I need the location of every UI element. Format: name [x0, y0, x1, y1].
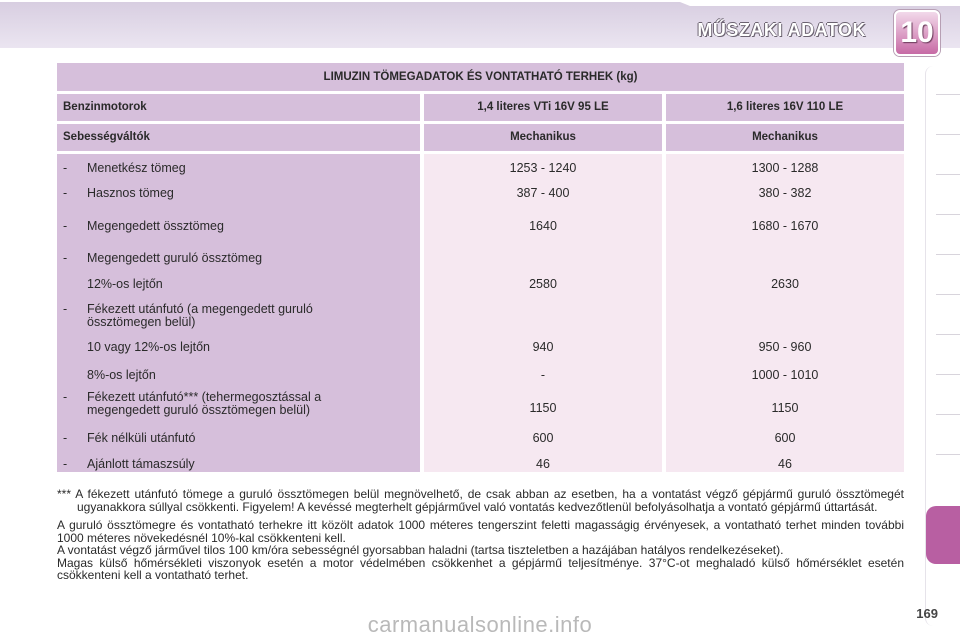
- label-column: [57, 154, 420, 472]
- table-row-label: - Fékezett utánfutó*** (tehermegosztással a megengedett guruló össztömegen belül): [63, 390, 322, 417]
- header-label: Sebességváltók: [57, 124, 420, 151]
- table-row-label: - Fékezett utánfutó (a megengedett guruló össztömegen belül): [63, 302, 313, 329]
- weights-table: [57, 63, 904, 472]
- footnote: *** A fékezett utánfutó tömege a guruló össztömegen belül megnövelhető, de csak abban az esetben, ha a vontatást végző gépjármű guruló össztömegét ugyanakkora súllyal csökkenti. Figyelem! A kevéssé megterhelt gépjárművel való vontatás kedvezőtlenül befolyásolhatja a vontató gépjármű úttartását.: [57, 487, 904, 514]
- table-row-label: 10 vagy 12%-os lejtőn: [87, 340, 210, 354]
- table-cell: 1300 - 1288: [751, 161, 819, 175]
- table-row-label: - Megengedett guruló össztömeg: [63, 251, 263, 265]
- tab-divider: [936, 334, 960, 335]
- tab-divider: [936, 174, 960, 175]
- tab-divider: [936, 254, 960, 255]
- header-gearbox-2: Mechanikus: [666, 124, 904, 151]
- watermark: carmanualsonline.info: [367, 612, 593, 637]
- table-cell: 950 - 960: [758, 340, 812, 354]
- note-paragraph: Magas külső hőmérsékleti viszonyok esetén a motor védelmében csökkenhet a gépjármű teljesítménye. 37°C-ot meghaladó külső hőmérséklet esetén csökkenteni kell a vontatható terhet.: [57, 555, 904, 582]
- table-cell: 1680 - 1670: [751, 219, 819, 233]
- tab-divider: [936, 94, 960, 95]
- table-cell: 380 - 382: [758, 186, 812, 200]
- chapter-tab-active[interactable]: [926, 506, 960, 564]
- table-cell: 1253 - 1240: [509, 161, 577, 175]
- table-cell: 2630: [771, 277, 799, 291]
- engine-1-column: [424, 154, 662, 472]
- table-cell: 940: [532, 340, 554, 354]
- table-header-gearbox: [57, 124, 904, 151]
- table-row-label: - Fék nélküli utánfutó: [63, 431, 196, 445]
- table-row-label: 12%-os lejtőn: [87, 277, 163, 291]
- chapter-tabs: [926, 66, 960, 626]
- table-cell: 600: [774, 431, 796, 445]
- table-row-label: - Ajánlott támaszsúly: [63, 457, 195, 471]
- table-cell: 2580: [529, 277, 557, 291]
- table-title: LIMUZIN TÖMEGADATOK ÉS VONTATHATÓ TERHEK (kg): [57, 63, 904, 91]
- header-gearbox-1: Mechanikus: [424, 124, 662, 151]
- table-cell: 46: [536, 457, 550, 471]
- table-cell: 387 - 400: [516, 186, 570, 200]
- table-cell: 1640: [529, 219, 557, 233]
- tab-divider: [936, 454, 960, 455]
- page-title: MŰSZAKI ADATOK: [697, 20, 866, 40]
- note-paragraph: A vontatást végző járművel tilos 100 km/óra sebességnél gyorsabban haladni (tartsa tiszteletben a hazájában hatályos rendelkezéseket).: [57, 543, 784, 557]
- tab-divider: [936, 374, 960, 375]
- notes: [57, 488, 904, 582]
- table-body: [57, 154, 904, 472]
- tab-divider: [936, 294, 960, 295]
- table-cell: 600: [532, 431, 554, 445]
- table-header-engines: [57, 94, 904, 121]
- table-cell: 46: [778, 457, 792, 471]
- tab-divider: [936, 134, 960, 135]
- table-cell: 1000 - 1010: [751, 368, 819, 382]
- header-engine-1: 1,4 literes VTi 16V 95 LE: [424, 94, 662, 121]
- page-number: 169: [916, 606, 938, 621]
- table-row-label: - Menetkész tömeg: [63, 161, 186, 175]
- table-row-label: - Hasznos tömeg: [63, 186, 174, 200]
- table-row-label: 8%-os lejtőn: [87, 368, 156, 382]
- table-row-label: - Megengedett össztömeg: [63, 219, 224, 233]
- chapter-badge: 10: [894, 10, 940, 56]
- engine-2-column: [666, 154, 904, 472]
- tab-divider: [936, 214, 960, 215]
- note-paragraph: A guruló össztömegre és vontatható terhekre itt közölt adatok 1000 méteres tengerszint feletti magasságig érvényesek, a vontatható terhet minden további 1000 méteres növekedésnél 10%-kal csökkenteni kell.: [57, 518, 904, 545]
- table-cell: 1150: [529, 401, 557, 415]
- header-engine-2: 1,6 literes 16V 110 LE: [666, 94, 904, 121]
- table-cell: -: [540, 368, 546, 382]
- tab-divider: [936, 414, 960, 415]
- table-cell: 1150: [771, 401, 799, 415]
- header-label: Benzinmotorok: [57, 94, 420, 121]
